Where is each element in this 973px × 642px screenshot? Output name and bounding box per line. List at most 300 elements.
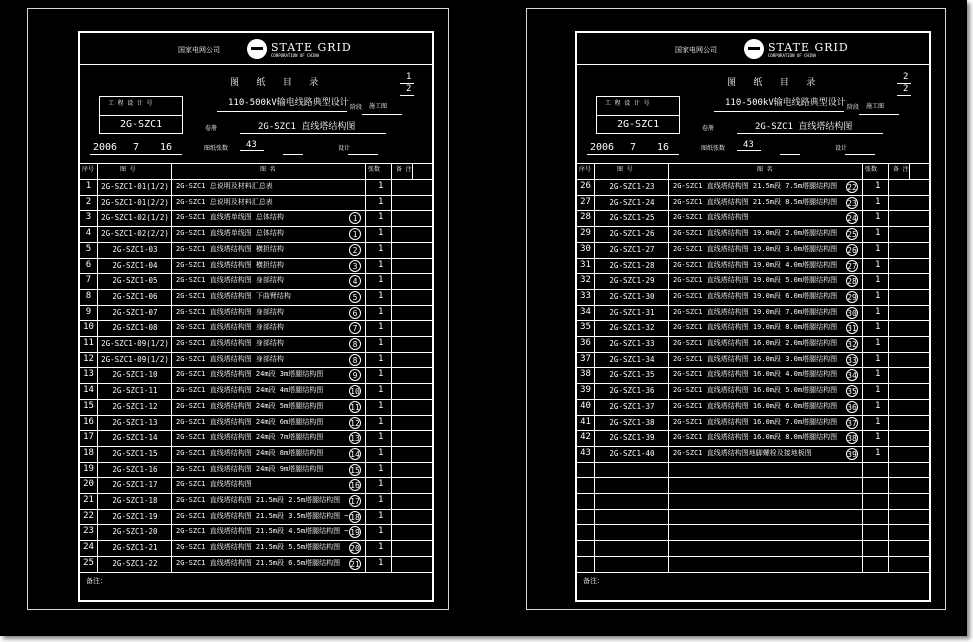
- column-header: 图 名: [260, 166, 276, 173]
- row-code: 2G-SZC1-33: [609, 339, 655, 348]
- row-seq: 32: [580, 275, 591, 286]
- table-row: [80, 179, 432, 195]
- row-name: 2G-SZC1 直线塔结构图 19.0m段 5.0m塔腿结构图: [673, 276, 838, 285]
- row-code: 2G-SZC1-07: [112, 307, 158, 317]
- row-seq: 25: [83, 557, 94, 568]
- row-code: 2G-SZC1-27: [609, 244, 655, 254]
- rule-line: [714, 111, 844, 112]
- row-qty: 1: [378, 526, 384, 537]
- row-code: 2G-SZC1-19: [112, 511, 158, 521]
- row-sheet-mark: 31: [847, 324, 857, 334]
- row-code: 2G-SZC1-09(1/2): [101, 354, 169, 364]
- row-qty: 1: [875, 243, 881, 254]
- row-code: 2G-SZC1-05: [112, 276, 158, 286]
- row-qty: 1: [875, 212, 881, 223]
- date-month: 7: [133, 142, 140, 153]
- row-name: 2G-SZC1 直线塔结构图 24m段 4m塔腿结构图: [176, 386, 324, 395]
- row-sheet-mark: 13: [350, 434, 360, 444]
- table-row: [80, 430, 432, 446]
- column-header: 图 号: [617, 166, 633, 173]
- row-seq: 3: [85, 212, 92, 223]
- rule-line: [859, 114, 899, 115]
- table-row: [577, 446, 929, 462]
- row-code: 2G-SZC1-25: [609, 213, 655, 223]
- table-row: [80, 493, 432, 509]
- row-qty: 1: [378, 432, 384, 443]
- row-qty: 1: [378, 463, 384, 474]
- design-label: 设计: [835, 145, 848, 152]
- table-row: [577, 415, 929, 431]
- table-row: [80, 289, 432, 305]
- layout-panel-left[interactable]: [27, 8, 449, 610]
- row-name: 2G-SZC1 直线塔结构图 16.0m段 2.0m塔腿结构图: [673, 339, 838, 347]
- row-sheet-mark: 7: [349, 322, 361, 334]
- rule-line: [780, 154, 800, 155]
- row-seq: 8: [85, 290, 92, 301]
- rule-line: [737, 133, 883, 134]
- rule-line: [99, 115, 183, 116]
- row-qty: 1: [875, 259, 881, 270]
- row-code: 2G-SZC1-17: [112, 480, 158, 490]
- table-row: [577, 226, 929, 242]
- sheet-count-label: 图纸张数: [701, 145, 726, 152]
- row-code: 2G-SZC1-16: [112, 464, 158, 474]
- row-sheet-mark: 15: [350, 465, 360, 475]
- rule-line: [577, 493, 929, 494]
- row-sheet-mark: 16: [350, 481, 360, 491]
- row-code: 2G-SZC1-29: [609, 276, 655, 286]
- row-seq: 16: [83, 416, 94, 427]
- row-code: 2G-SZC1-08: [112, 323, 158, 333]
- column-header: 序号: [82, 166, 95, 173]
- row-seq: 30: [580, 243, 591, 254]
- row-sheet-mark: 11: [350, 402, 360, 412]
- row-seq: 41: [580, 416, 591, 427]
- row-code: 2G-SZC1-40: [609, 448, 655, 458]
- column-header: 备 注: [893, 166, 909, 173]
- row-qty: 1: [378, 338, 384, 348]
- table-row: [80, 509, 432, 525]
- row-name: 2G-SZC1 直线塔结构图 16.0m段 5.0m塔腿结构图: [673, 386, 838, 395]
- table-row: [577, 179, 929, 195]
- row-name: 2G-SZC1 直线塔单线图 总体结构: [176, 229, 284, 238]
- rule-line: [348, 154, 378, 155]
- row-sheet-mark: 10: [350, 387, 360, 397]
- project-code: 2G-SZC1: [120, 119, 163, 130]
- drawing-sheet-left: [78, 31, 434, 602]
- row-qty: 1: [378, 495, 384, 505]
- row-seq: 24: [83, 542, 94, 553]
- row-name: 2G-SZC1 直线塔单线图 总体结构: [176, 213, 284, 222]
- row-qty: 1: [378, 306, 384, 317]
- row-sheet-mark: 25: [847, 230, 857, 240]
- row-qty: 1: [378, 479, 384, 490]
- row-qty: 1: [875, 306, 881, 317]
- row-name: 2G-SZC1 直线塔结构图 下曲臂结构: [176, 291, 291, 300]
- date-day: 16: [160, 142, 173, 153]
- volume-label: 卷册: [205, 125, 218, 132]
- table-row: [80, 195, 432, 211]
- row-code: 2G-SZC1-02(1/2): [101, 213, 169, 223]
- row-sheet-mark: 1: [349, 228, 361, 240]
- row-seq: 2: [85, 196, 92, 207]
- row-sheet-mark: 23: [847, 198, 857, 208]
- row-qty: 1: [378, 228, 384, 239]
- row-name: 2G-SZC1 直线塔结构图 21.5m段 2.5m塔腿结构图: [176, 496, 341, 504]
- row-name: 2G-SZC1 直线塔结构图 21.5m段 7.5m塔腿结构图: [673, 182, 838, 190]
- row-seq: 10: [83, 322, 94, 333]
- row-seq: 27: [580, 196, 591, 207]
- table-row: [80, 258, 432, 274]
- row-sheet-mark: 33: [847, 355, 857, 365]
- row-qty: 1: [875, 400, 881, 411]
- row-qty: 1: [378, 385, 384, 396]
- row-qty: 1: [378, 542, 384, 553]
- row-qty: 1: [875, 338, 881, 348]
- table-row: [80, 383, 432, 399]
- row-name: 2G-SZC1 直线塔结构图 身部结构: [176, 307, 284, 316]
- row-qty: 1: [378, 416, 384, 427]
- voltage-title: 110-500kV输电线路典型设计: [725, 98, 846, 108]
- row-sheet-mark: 5: [349, 291, 361, 303]
- project-box-label: 工 程 设 计 号: [108, 100, 153, 107]
- row-sheet-mark: 3: [349, 260, 361, 272]
- column-header: 备 注: [396, 166, 412, 173]
- row-seq: 1: [85, 181, 92, 191]
- row-sheet-mark: 21: [350, 559, 360, 569]
- row-seq: 37: [580, 353, 591, 364]
- row-name: 2G-SZC1 直线塔结构图 24m段 5m塔腿结构图: [176, 401, 324, 410]
- row-code: 2G-SZC1-11: [112, 386, 158, 396]
- rule-line: [845, 154, 875, 155]
- table-row: [80, 556, 432, 572]
- row-seq: 4: [85, 228, 92, 239]
- row-sheet-mark: 22: [847, 183, 857, 192]
- design-label: 设计: [338, 145, 351, 152]
- rule-line: [400, 95, 414, 96]
- row-seq: 28: [580, 212, 591, 223]
- row-name: 2G-SZC1 直线塔结构图 16.0m段 8.0m塔腿结构图: [673, 433, 838, 442]
- row-qty: 1: [378, 510, 384, 521]
- row-qty: 1: [378, 243, 384, 254]
- brand-subtitle: CORPORATION OF CHINA: [271, 53, 320, 58]
- row-seq: 17: [83, 432, 94, 443]
- drawing-sheet-right: [575, 31, 931, 602]
- row-code: 2G-SZC1-03: [112, 244, 158, 254]
- row-qty: 1: [378, 557, 384, 568]
- company-name: 国家电网公司: [675, 46, 717, 54]
- row-code: 2G-SZC1-13: [112, 417, 158, 427]
- rule-line: [577, 524, 929, 525]
- row-name: 2G-SZC1 直线塔结构图 19.0m段 8.0m塔腿结构图: [673, 323, 838, 332]
- row-name: 2G-SZC1 总说明及材料汇总表: [176, 197, 273, 206]
- row-code: 2G-SZC1-36: [609, 386, 655, 396]
- row-code: 2G-SZC1-04: [112, 260, 158, 270]
- table-row: [80, 320, 432, 336]
- row-code: 2G-SZC1-37: [609, 401, 655, 411]
- row-seq: 5: [85, 243, 92, 254]
- rule-line: [577, 163, 929, 164]
- row-sheet-mark: 4: [349, 275, 361, 287]
- row-seq: 9: [85, 306, 92, 317]
- row-code: 2G-SZC1-39: [609, 433, 655, 443]
- rule-line: [737, 150, 761, 151]
- volume-label: 卷册: [702, 125, 715, 132]
- rule-line: [909, 163, 910, 179]
- column-header: 张数: [865, 166, 878, 173]
- rule-line: [577, 477, 929, 478]
- catalog-title: 图 纸 目 录: [230, 78, 325, 88]
- row-code: 2G-SZC1-14: [112, 433, 158, 443]
- rule-line: [577, 509, 929, 510]
- column-header: 图 号: [120, 166, 136, 173]
- row-code: 2G-SZC1-24: [609, 197, 655, 207]
- date-day: 16: [657, 142, 670, 153]
- row-sheet-mark: 9: [349, 369, 361, 381]
- sheet-count-label: 图纸张数: [204, 145, 229, 152]
- row-seq: 31: [580, 259, 591, 270]
- table-row: [80, 524, 432, 540]
- row-qty: 1: [875, 385, 881, 396]
- row-seq: 13: [83, 369, 94, 380]
- row-qty: 1: [378, 447, 384, 458]
- row-name: 2G-SZC1 直线塔结构图 16.0m段 7.0m塔腿结构图: [673, 417, 838, 426]
- row-seq: 21: [83, 495, 94, 505]
- row-sheet-mark: 8: [349, 338, 361, 350]
- page-total: 2: [903, 84, 909, 94]
- table-row: [80, 352, 432, 368]
- row-seq: 19: [83, 463, 94, 474]
- row-code: 2G-SZC1-01(2/2): [101, 197, 169, 207]
- row-sheet-mark: 24: [847, 214, 857, 224]
- rule-line: [897, 83, 911, 84]
- voltage-title: 110-500kV输电线路典型设计: [228, 98, 349, 108]
- page-number: 1: [406, 72, 412, 82]
- row-sheet-mark: 35: [847, 387, 857, 397]
- date-year: 2006: [590, 142, 615, 153]
- table-row: [577, 336, 929, 352]
- row-code: 2G-SZC1-26: [609, 229, 655, 239]
- column-header: 序号: [579, 166, 592, 173]
- row-name: 2G-SZC1 直线塔结构图 24m段 6m塔腿结构图: [176, 417, 324, 426]
- row-sheet-mark: 12: [350, 418, 360, 428]
- row-seq: 6: [85, 259, 92, 270]
- rule-line: [596, 115, 680, 116]
- row-name: 2G-SZC1 直线塔结构图 19.0m段 4.0m塔腿结构图: [673, 260, 838, 269]
- page-number: 2: [903, 72, 909, 82]
- column-header: 图 名: [757, 166, 773, 173]
- row-code: 2G-SZC1-02(2/2): [101, 229, 169, 239]
- row-name: 2G-SZC1 直线塔结构图 24m段 8m塔腿结构图: [176, 448, 324, 457]
- row-name: 2G-SZC1 直线塔结构图 24m段 3m塔腿结构图: [176, 370, 324, 379]
- row-sheet-mark: 27: [847, 261, 857, 271]
- remarks-label: 备注：: [86, 576, 107, 585]
- row-code: 2G-SZC1-34: [609, 354, 655, 364]
- row-code: 2G-SZC1-22: [112, 558, 158, 568]
- rule-line: [362, 114, 402, 115]
- layout-panel-right[interactable]: [526, 8, 946, 610]
- table-row: [577, 242, 929, 258]
- table-row: [80, 462, 432, 478]
- rule-line: [577, 556, 929, 557]
- row-seq: 15: [83, 400, 94, 411]
- row-name: 2G-SZC1 直线塔结构图 21.5m段 6.5m塔腿结构图: [176, 558, 341, 567]
- row-code: 2G-SZC1-09(1/2): [101, 339, 169, 348]
- row-sheet-mark: 37: [847, 418, 857, 428]
- row-name: 2G-SZC1 直线塔结构图地脚螺栓及接地板图: [673, 448, 812, 457]
- rule-line: [577, 462, 929, 463]
- table-row: [577, 430, 929, 446]
- table-row: [577, 352, 929, 368]
- rule-line: [217, 111, 347, 112]
- row-qty: 1: [875, 353, 881, 364]
- row-sheet-mark: 20: [350, 544, 360, 554]
- row-code: 2G-SZC1-01(1/2): [101, 182, 169, 191]
- row-name: 2G-SZC1 直线塔结构图 身部结构: [176, 323, 284, 332]
- rule-line: [897, 95, 911, 96]
- table-row: [80, 540, 432, 556]
- table-row: [80, 367, 432, 383]
- row-qty: 1: [378, 196, 384, 207]
- row-qty: 1: [378, 212, 384, 223]
- row-seq: 26: [580, 181, 591, 191]
- row-sheet-mark: 14: [350, 449, 360, 459]
- row-seq: 38: [580, 369, 591, 380]
- catalog-title: 图 纸 目 录: [727, 78, 822, 88]
- table-row: [577, 273, 929, 289]
- row-seq: 39: [580, 385, 591, 396]
- date-year: 2006: [93, 142, 118, 153]
- table-row: [80, 415, 432, 431]
- row-name: 2G-SZC1 直线塔结构图 19.0m段 2.0m塔腿结构图: [673, 229, 838, 238]
- row-qty: 1: [875, 196, 881, 207]
- row-sheet-mark: 34: [847, 371, 857, 381]
- rule-line: [577, 64, 929, 65]
- row-qty: 1: [875, 275, 881, 286]
- brand-name: STATE GRID: [768, 41, 849, 54]
- table-row: [80, 305, 432, 321]
- row-code: 2G-SZC1-12: [112, 401, 158, 411]
- row-qty: 1: [378, 259, 384, 270]
- row-qty: 1: [378, 290, 384, 301]
- table-row: [80, 336, 432, 352]
- row-code: 2G-SZC1-21: [112, 543, 158, 553]
- row-name: 2G-SZC1 直线塔结构图 19.0m段 6.0m塔腿结构图: [673, 291, 838, 300]
- row-name: 2G-SZC1 总说明及材料汇总表: [176, 182, 273, 190]
- row-name: 2G-SZC1 直线塔结构图 19.0m段 3.0m塔腿结构图: [673, 244, 838, 253]
- table-row: [577, 367, 929, 383]
- row-qty: 1: [875, 290, 881, 301]
- date-month: 7: [630, 142, 637, 153]
- rule-line: [577, 540, 929, 541]
- row-qty: 1: [875, 322, 881, 333]
- project-code: 2G-SZC1: [617, 119, 660, 130]
- volume-value: 2G-SZC1 直线塔结构图: [755, 122, 853, 132]
- row-code: 2G-SZC1-35: [609, 370, 655, 380]
- row-code: 2G-SZC1-38: [609, 417, 655, 427]
- table-row: [80, 446, 432, 462]
- remarks-label: 备注：: [583, 576, 604, 585]
- row-name: 2G-SZC1 直线塔结构图 身部结构: [176, 276, 284, 285]
- row-name: 2G-SZC1 直线塔结构图 身部结构: [176, 339, 284, 347]
- row-sheet-mark: 6: [349, 307, 361, 319]
- table-row: [80, 242, 432, 258]
- row-seq: 35: [580, 322, 591, 333]
- row-sheet-mark: 8: [349, 354, 361, 366]
- brand-name: STATE GRID: [271, 41, 352, 54]
- table-row: [577, 320, 929, 336]
- company-name: 国家电网公司: [178, 46, 220, 54]
- row-name: 2G-SZC1 直线塔结构图 19.0m段 7.0m塔腿结构图: [673, 307, 838, 316]
- table-row: [80, 273, 432, 289]
- row-seq: 42: [580, 432, 591, 443]
- table-row: [80, 477, 432, 493]
- row-qty: 1: [378, 181, 384, 191]
- row-qty: 1: [378, 369, 384, 380]
- row-sheet-mark: 32: [847, 340, 857, 349]
- project-box-label: 工 程 设 计 号: [605, 100, 650, 107]
- row-sheet-mark: 18: [350, 512, 360, 522]
- row-name: 2G-SZC1 直线塔结构图: [176, 480, 252, 489]
- row-seq: 36: [580, 338, 591, 348]
- row-name: 2G-SZC1 直线塔结构图 21.5m段 4.5m塔腿结构图 ~: [176, 527, 349, 536]
- row-code: 2G-SZC1-31: [609, 307, 655, 317]
- table-row: [577, 258, 929, 274]
- column-header: 张数: [368, 166, 381, 173]
- stage-label: 阶段: [847, 104, 860, 111]
- rule-line: [240, 150, 264, 151]
- table-row: [80, 226, 432, 242]
- row-qty: 1: [875, 416, 881, 427]
- row-name: 2G-SZC1 直线塔结构图 横担结构: [176, 260, 284, 269]
- state-grid-logo-icon: [744, 39, 764, 59]
- row-qty: 1: [875, 432, 881, 443]
- row-name: 2G-SZC1 直线塔结构图 21.5m段 8.5m塔腿结构图: [673, 197, 838, 206]
- row-code: 2G-SZC1-23: [609, 182, 655, 191]
- row-seq: 7: [85, 275, 92, 286]
- rule-line: [80, 572, 432, 573]
- row-name: 2G-SZC1 直线塔结构图 24m段 7m塔腿结构图: [176, 433, 324, 442]
- row-code: 2G-SZC1-18: [112, 496, 158, 505]
- row-seq: 20: [83, 479, 94, 490]
- rule-line: [80, 64, 432, 65]
- row-qty: 1: [378, 353, 384, 364]
- table-row: [577, 383, 929, 399]
- row-code: 2G-SZC1-15: [112, 448, 158, 458]
- brand-subtitle: CORPORATION OF CHINA: [768, 53, 817, 58]
- row-name: 2G-SZC1 直线塔结构图 16.0m段 4.0m塔腿结构图: [673, 370, 838, 379]
- volume-value: 2G-SZC1 直线塔结构图: [258, 122, 356, 132]
- row-qty: 1: [875, 181, 881, 191]
- row-qty: 1: [875, 369, 881, 380]
- stage-value: 施工图: [369, 103, 388, 110]
- table-row: [80, 210, 432, 226]
- row-sheet-mark: 28: [847, 277, 857, 287]
- row-sheet-mark: 2: [349, 244, 361, 256]
- rule-line: [80, 163, 432, 164]
- row-seq: 11: [83, 338, 94, 348]
- rule-line: [240, 133, 386, 134]
- row-sheet-mark: 17: [350, 497, 360, 506]
- row-name: 2G-SZC1 直线塔结构图 16.0m段 3.0m塔腿结构图: [673, 354, 838, 363]
- row-seq: 18: [83, 447, 94, 458]
- table-row: [80, 399, 432, 415]
- row-qty: 1: [875, 228, 881, 239]
- row-sheet-mark: 39: [847, 449, 857, 459]
- row-sheet-mark: 29: [847, 292, 857, 302]
- row-seq: 29: [580, 228, 591, 239]
- row-sheet-mark: 1: [349, 212, 361, 224]
